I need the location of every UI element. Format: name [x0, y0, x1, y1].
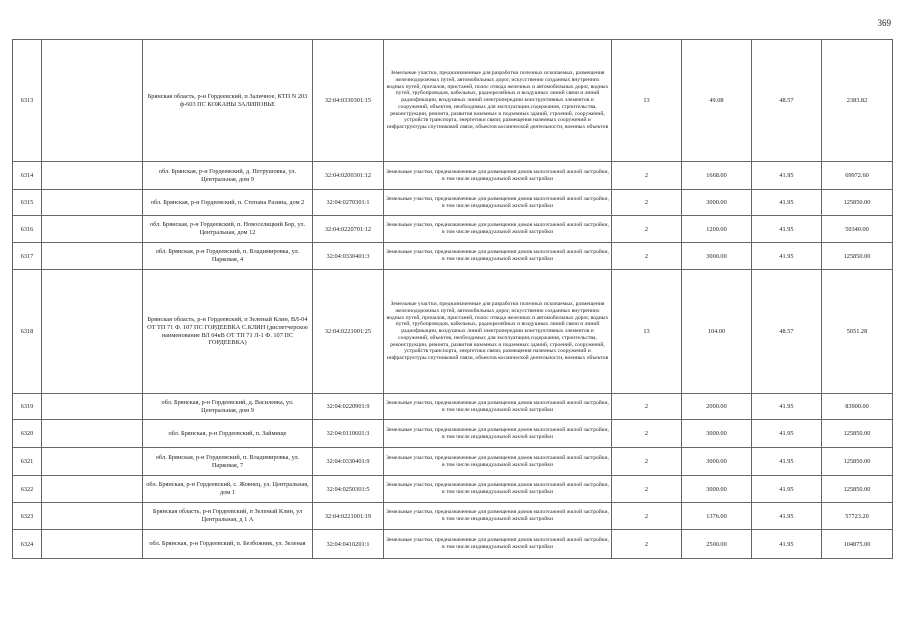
area-cell: 104.00 [682, 270, 752, 394]
address-cell: обл. Брянская, р-н Гордеевский, п. Владимировка, ул. Парковая, 7 [143, 448, 313, 476]
address-cell: обл. Брянская, р-н Гордеевский, д. Петрушовка, ул. Центральная, дом 9 [143, 162, 313, 190]
group-cell: 2 [612, 162, 682, 190]
address-cell: обл. Брянская, р-н Гордеевский, п. Безбожник, ул. Зеленая [143, 530, 313, 559]
group-cell: 13 [612, 40, 682, 162]
table-row [13, 420, 893, 448]
row-number: 6319 [13, 394, 42, 420]
table-row [13, 530, 893, 559]
cadastral-number-cell: 32:04:0220901:9 [313, 394, 384, 420]
area-cell: 3000.00 [682, 243, 752, 270]
rate-cell: 41.95 [752, 190, 822, 216]
table-row [13, 190, 893, 216]
rate-cell: 41.95 [752, 162, 822, 190]
group-cell: 2 [612, 530, 682, 559]
area-cell: 1376.00 [682, 503, 752, 530]
area-cell: 49.08 [682, 40, 752, 162]
cadastral-number-cell: 32:04:0221001:19 [313, 503, 384, 530]
row-number: 6318 [13, 270, 42, 394]
land-use-cell: Земельные участки, предназначенные для размещения домов малоэтажной жилой застройки, в том числе индивидуальной жилой застройки [384, 162, 612, 190]
blank-cell [42, 270, 143, 394]
table-row [13, 448, 893, 476]
land-use-cell: Земельные участки, предназначенные для разработки полезных ископаемых, размещения железнодорожных путей, автомобильных дорог, искусственно созданных внутренних водных путей, причалов, пристаней, полос отвода железных и автомобильных дорог, водных путей, трубопроводов, кабельных, радиорелейных и воздушных линий связи и линий радиофикации, воздушных линий электропередачи конструктивных элементов и сооружений, объектов, необходимых для эксплуатации,содержания, строительства, реконструкции, ремонта, развития наземных и подземных зданий, строений, сооружений, устройств транспорта, энергетики связи; размещения наземных сооружений и инфраструктуры спутниковой связи, объектов космической деятельности, военных объектов [384, 270, 612, 394]
group-cell: 2 [612, 190, 682, 216]
row-number: 6314 [13, 162, 42, 190]
land-use-cell: Земельные участки, предназначенные для размещения домов малоэтажной жилой застройки, в том числе индивидуальной жилой застройки [384, 190, 612, 216]
group-cell: 13 [612, 270, 682, 394]
blank-cell [42, 503, 143, 530]
blank-cell [42, 394, 143, 420]
table-row [13, 243, 893, 270]
group-cell: 2 [612, 216, 682, 243]
cadastral-value-cell: 125850.00 [822, 420, 893, 448]
address-cell: обл. Брянская, р-н Гордеевский, п. Степана Разина, дом 2 [143, 190, 313, 216]
cadastral-value-cell: 125850.00 [822, 476, 893, 503]
address-cell: Брянская область, р-н Гордеевский, п Зеленый Клин, ВЛ-04 ОТ ТП 71 Ф. 107 ПС ГОРДЕЕВКА С.КЛИН (диспетчерское наименование ВЛ 04кВ ОТ ТП 71 Л-1 Ф. 107 ПС ГОРДЕЕВКА) [143, 270, 313, 394]
area-cell: 3000.00 [682, 476, 752, 503]
rate-cell: 41.95 [752, 216, 822, 243]
rate-cell: 48.57 [752, 270, 822, 394]
cadastral-number-cell: 32:04:0270301:1 [313, 190, 384, 216]
cadastral-value-cell: 57723.20 [822, 503, 893, 530]
cadastral-value-cell: 69972.60 [822, 162, 893, 190]
cadastral-value-cell: 50340.00 [822, 216, 893, 243]
rate-cell: 41.95 [752, 476, 822, 503]
table-row [13, 162, 893, 190]
cadastral-number-cell: 32:04:0110601:3 [313, 420, 384, 448]
land-use-cell: Земельные участки, предназначенные для размещения домов малоэтажной жилой застройки, в том числе индивидуальной жилой застройки [384, 216, 612, 243]
rate-cell: 41.95 [752, 530, 822, 559]
land-use-cell: Земельные участки, предназначенные для размещения домов малоэтажной жилой застройки, в том числе индивидуальной жилой застройки [384, 530, 612, 559]
land-use-cell: Земельные участки, предназначенные для размещения домов малоэтажной жилой застройки, в том числе индивидуальной жилой застройки [384, 503, 612, 530]
area-cell: 1668.00 [682, 162, 752, 190]
group-cell: 2 [612, 394, 682, 420]
table-row [13, 216, 893, 243]
row-number: 6316 [13, 216, 42, 243]
table-row [13, 40, 893, 162]
blank-cell [42, 530, 143, 559]
rate-cell: 41.95 [752, 394, 822, 420]
group-cell: 2 [612, 503, 682, 530]
area-cell: 3000.00 [682, 448, 752, 476]
group-cell: 2 [612, 448, 682, 476]
rate-cell: 41.95 [752, 448, 822, 476]
rate-cell: 41.95 [752, 243, 822, 270]
area-cell: 2500.00 [682, 530, 752, 559]
group-cell: 2 [612, 476, 682, 503]
table-row [13, 503, 893, 530]
land-use-cell: Земельные участки, предназначенные для размещения домов малоэтажной жилой застройки, в том числе индивидуальной жилой застройки [384, 243, 612, 270]
row-number: 6317 [13, 243, 42, 270]
land-use-cell: Земельные участки, предназначенные для размещения домов малоэтажной жилой застройки, в том числе индивидуальной жилой застройки [384, 394, 612, 420]
cadastral-value-cell: 125850.00 [822, 243, 893, 270]
area-cell: 3000.00 [682, 420, 752, 448]
land-use-cell: Земельные участки, предназначенные для размещения домов малоэтажной жилой застройки, в том числе индивидуальной жилой застройки [384, 476, 612, 503]
blank-cell [42, 476, 143, 503]
area-cell: 1200.00 [682, 216, 752, 243]
address-cell: обл. Брянская, р-н Гордеевский, п. Займище [143, 420, 313, 448]
cadastral-number-cell: 32:04:0330301:15 [313, 40, 384, 162]
cadastral-value-cell: 5051.28 [822, 270, 893, 394]
rate-cell: 41.95 [752, 420, 822, 448]
table-row [13, 270, 893, 394]
address-cell: обл. Брянская, р-н Гордеевский, д. Василевка, ул. Центральная, дом 9 [143, 394, 313, 420]
row-number: 6320 [13, 420, 42, 448]
cadastral-number-cell: 32:04:0221001:25 [313, 270, 384, 394]
row-number: 6321 [13, 448, 42, 476]
cadastral-number-cell: 32:04:0250301:5 [313, 476, 384, 503]
cadastral-value-cell: 125850.00 [822, 448, 893, 476]
blank-cell [42, 40, 143, 162]
blank-cell [42, 162, 143, 190]
blank-cell [42, 243, 143, 270]
cadastral-value-cell: 104875.00 [822, 530, 893, 559]
row-number: 6315 [13, 190, 42, 216]
cadastral-value-table [12, 39, 893, 559]
table-row [13, 394, 893, 420]
land-use-cell: Земельные участки, предназначенные для размещения домов малоэтажной жилой застройки, в том числе индивидуальной жилой застройки [384, 448, 612, 476]
blank-cell [42, 448, 143, 476]
blank-cell [42, 190, 143, 216]
area-cell: 2000.00 [682, 394, 752, 420]
row-number: 6322 [13, 476, 42, 503]
row-number: 6313 [13, 40, 42, 162]
row-number: 6324 [13, 530, 42, 559]
cadastral-number-cell: 32:04:0410201:1 [313, 530, 384, 559]
address-cell: Брянская область, р-н Гордеевский, п Зеленый Клин, ул Центральная, д 1 А [143, 503, 313, 530]
page-number: 369 [877, 18, 891, 28]
area-cell: 3000.00 [682, 190, 752, 216]
group-cell: 2 [612, 420, 682, 448]
table-body [13, 40, 893, 559]
land-use-cell: Земельные участки, предназначенные для разработки полезных ископаемых, размещения железнодорожных путей, автомобильных дорог, искусственно созданных внутренних водных путей, причалов, пристаней, полос отвода железных и автомобильных дорог, водных путей, трубопроводов, кабельных, радиорелейных и воздушных линий связи и линий радиофикации, воздушных линий электропередачи конструктивных элементов и сооружений, объектов, необходимых для эксплуатации,содержания, строительства, реконструкции, ремонта, развития наземных и подземных зданий, строений, сооружений, устройств транспорта, энергетики связи; размещения наземных сооружений и инфраструктуры спутниковой связи, объектов космической деятельности, военных объектов [384, 40, 612, 162]
cadastral-value-cell: 125850.00 [822, 190, 893, 216]
group-cell: 2 [612, 243, 682, 270]
blank-cell [42, 216, 143, 243]
address-cell: обл. Брянская, р-н Гордеевский, п. Новоселицкий Бор, ул. Центральная, дом 12 [143, 216, 313, 243]
cadastral-number-cell: 32:04:0220701:12 [313, 216, 384, 243]
address-cell: обл. Брянская, р-н Гордеевский, п. Владимировка, ул. Парковая, 4 [143, 243, 313, 270]
address-cell: обл. Брянская, р-н Гордеевский, с. Жовнец, ул. Центральная, дом 1 [143, 476, 313, 503]
cadastral-value-cell: 2383.82 [822, 40, 893, 162]
rate-cell: 48.57 [752, 40, 822, 162]
cadastral-number-cell: 32:04:0200301:12 [313, 162, 384, 190]
cadastral-value-cell: 83900.00 [822, 394, 893, 420]
cadastral-number-cell: 32:04:0330401:3 [313, 243, 384, 270]
rate-cell: 41.95 [752, 503, 822, 530]
table-row [13, 476, 893, 503]
blank-cell [42, 420, 143, 448]
row-number: 6323 [13, 503, 42, 530]
address-cell: Брянская область, р-н Гордеевский, п Заличное, КТП N 203 ф-603 ПС КОЖАНЫ ЗАЛИПОВЬЕ [143, 40, 313, 162]
land-use-cell: Земельные участки, предназначенные для размещения домов малоэтажной жилой застройки, в том числе индивидуальной жилой застройки [384, 420, 612, 448]
cadastral-number-cell: 32:04:0330401:9 [313, 448, 384, 476]
